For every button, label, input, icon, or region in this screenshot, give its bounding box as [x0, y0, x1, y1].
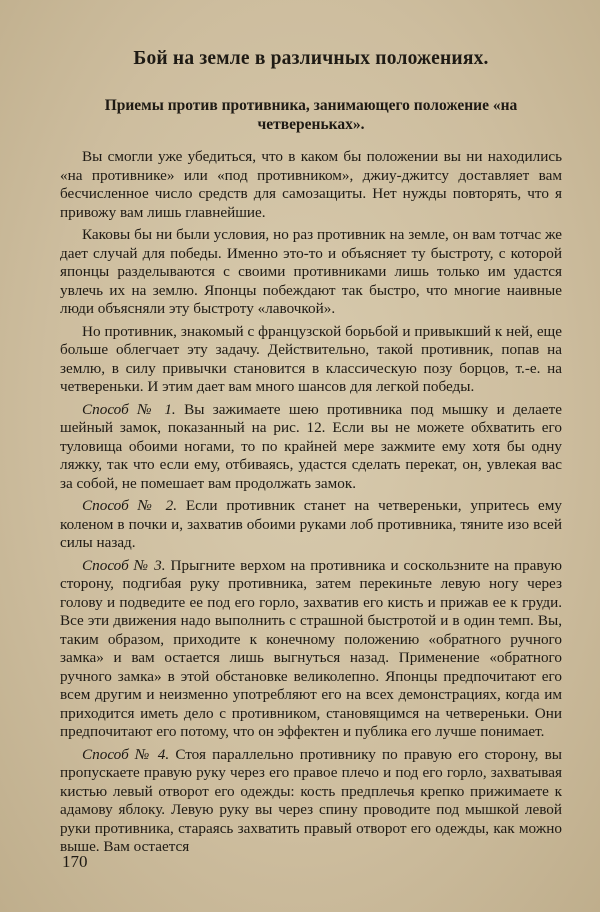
paragraph — [60, 557, 562, 742]
method-label: Способ № 2. — [82, 497, 178, 514]
method-label: Способ № 4. — [82, 745, 170, 763]
paragraph — [60, 497, 562, 553]
page-number: 170 — [62, 852, 88, 871]
paragraph — [60, 148, 562, 222]
page-title: Бой на земле в различных положениях. — [133, 48, 489, 69]
paragraph — [60, 323, 562, 397]
method-label: Способ № 1. — [82, 400, 176, 418]
paragraph-text: Вы зажимаете шею противника под мышку и делаете шейный замок, показанный на рис. 12. Если вы не можете обхватить его туловища обоими ногами, то по крайней мере зажмите ему хотя бы одну ляжку, так что если ему, отбиваясь, удастся сделать перекат, он, увлекая вас за собой, не помешает вам продолжать замок. — [60, 400, 562, 492]
paragraph-text: Стоя параллельно противнику по правую его сторону, вы пропускаете правую руку через его правое плечо и под его горло, захватывая кистью левый отворот его одежды: кость предплечья крепко прижимаете к адамову яблоку. Левую руку вы через спину проводите под мышкой левой руки противника, стараясь захватить правый отворот его одежды, как можно выше. Вам остается — [60, 745, 562, 855]
method-label: Способ № 3. — [82, 556, 166, 574]
paragraph — [60, 746, 562, 857]
paragraph — [60, 401, 562, 494]
paragraph-text: Каковы бы ни были условия, но раз противник на земле, он вам тотчас же дает случай для победы. Именно это-то и объясняет ту быстроту, с которой японцы разделываются с своими противниками лишь только им удастся увлечь их на землю. Японцы побеждают так быстро, что многие наивные люди объясняли эту быстроту «лавочкой». — [60, 226, 562, 317]
paragraph-text: Но противник, знакомый с французской борьбой и привыкший к ней, еще больше облегчает эту задачу. Действительно, такой противник, попав на землю, в силу привычки становится в классическую позу борцов, т.-е. на четвереньки. И этим дает вам много шансов для легкой победы. — [60, 322, 562, 395]
paragraph-text: Прыгните верхом на противника и соскользните на правую сторону, подгибая руку противника, затем перекиньте левую ногу через голову и подведите ее под его горло, захватив его кисть и прижав ее к груди. Все эти движения надо выполнить с страшной быстротой и в один темп. Вы, таким образом, приходите к конечному положению «обратного ручного замка» и вам остается лишь выгнуться назад. Применение «обратного ручного замка» в этой обстановке великолепно. Японцы предпочитают его всем другим и неизменно употребляют его на всех демонстрациях, когда им приходится иметь дело с противником, становящимся на четвереньки. Они предпочитают его потому, что он эффектен и публика его лучше понимает. — [60, 556, 563, 740]
paragraph-text: Если противник станет на четвереньки, упритесь ему коленом в почки и, захватив обоими руками лоб противника, тяните изо всей силы назад. — [60, 497, 562, 551]
body-text — [60, 148, 562, 857]
paragraph-text: Вы смогли уже убедиться, что в каком бы положении вы ни находились «на противнике» или «под противником», джиу-джитсу доставляет вам бесчисленное число средств для самозащиты. Нет нужды повторять, что я привожу вам лишь главнейшие. — [60, 148, 562, 221]
paragraph — [60, 226, 562, 319]
section-subtitle: Приемы против противника, занимающего положение «на четвереньках». — [104, 97, 518, 133]
